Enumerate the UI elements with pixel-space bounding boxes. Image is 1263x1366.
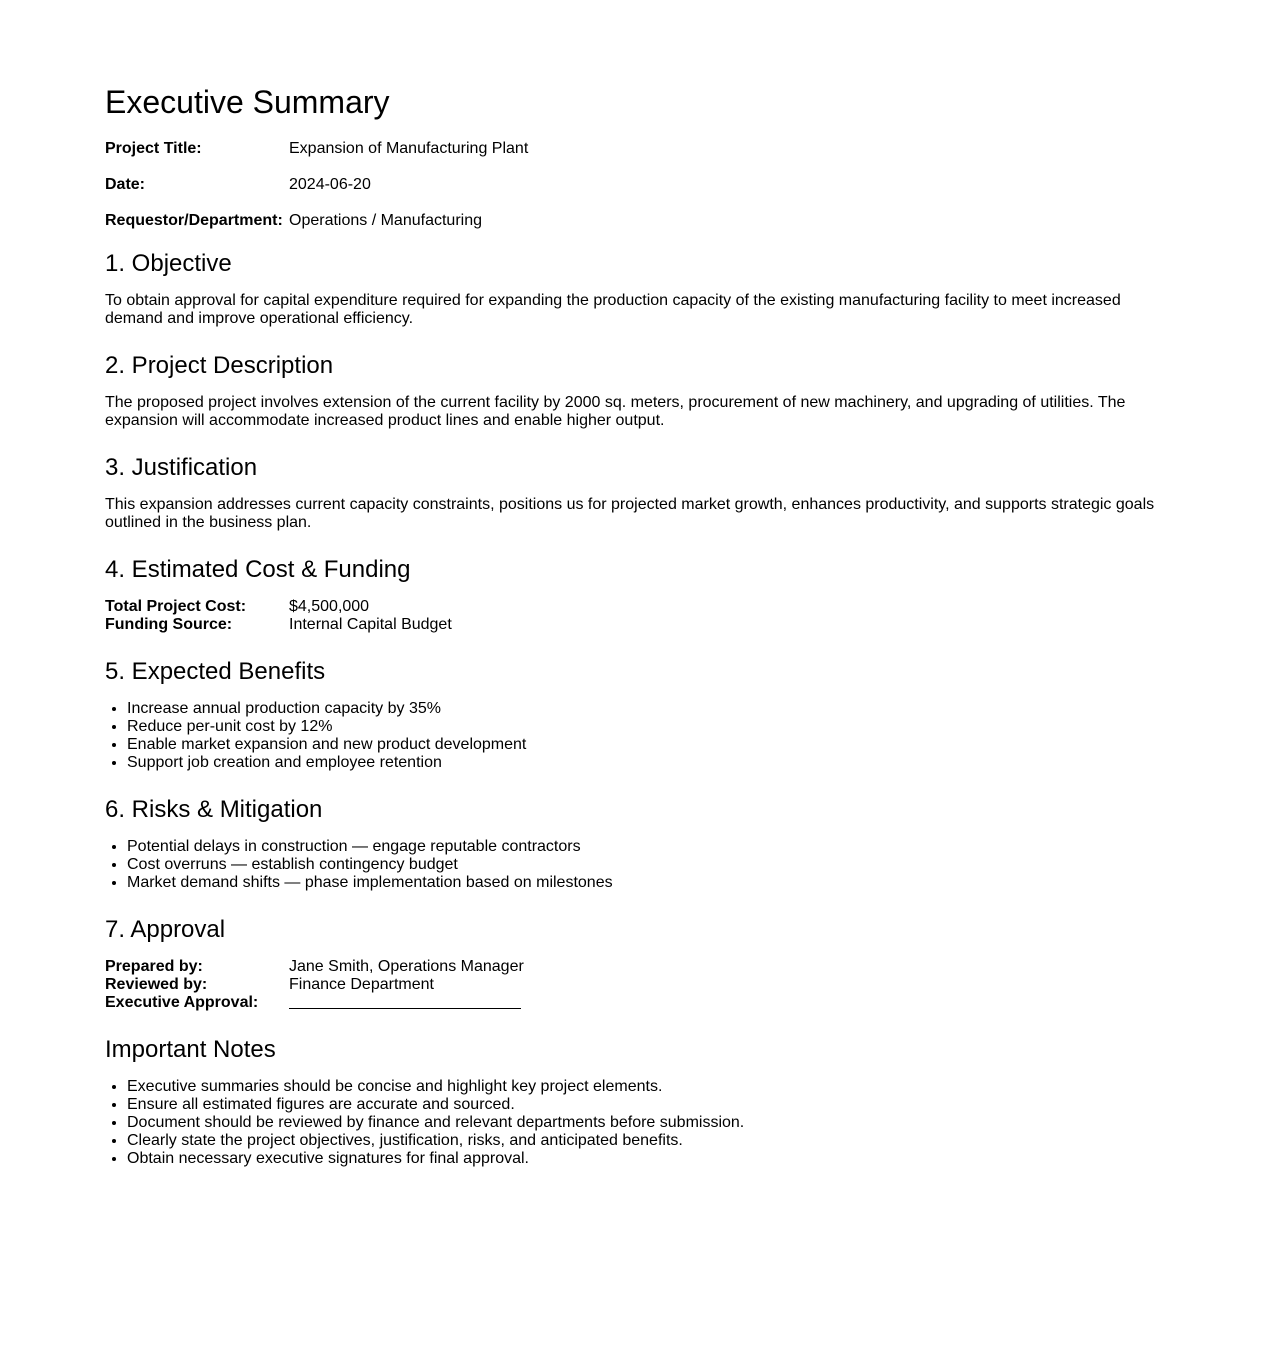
- section-description: [105, 352, 1158, 430]
- notes-list: [105, 1078, 1158, 1168]
- list-item: • Ensure all estimated figures are accurate and sourced.: [127, 1096, 1158, 1114]
- section-heading: 2. Project Description: [105, 352, 334, 379]
- list-item: • Executive summaries should be concise and highlight key project elements.: [127, 1078, 1158, 1096]
- list-item: • Increase annual production capacity by 35%: [127, 700, 1158, 718]
- signature-label: Executive Approval:: [105, 994, 259, 1011]
- list-item: • Potential delays in construction — engage reputable contractors: [127, 838, 1158, 856]
- signature-line[interactable]: [289, 994, 521, 1012]
- list-item: • Cost overruns — establish contingency budget: [127, 856, 1158, 874]
- meta-value: Operations / Manufacturing: [289, 212, 482, 229]
- benefits-list: [105, 700, 1158, 772]
- cost-row: [105, 616, 1158, 634]
- approval-label: Reviewed by:: [105, 976, 208, 993]
- signature-underline: [289, 994, 521, 1009]
- section-heading: 5. Expected Benefits: [105, 658, 326, 685]
- cost-label: Total Project Cost:: [105, 598, 247, 615]
- section-cost: [105, 556, 1158, 634]
- section-heading: 1. Objective: [105, 250, 232, 277]
- section-justification: [105, 454, 1158, 532]
- section-heading: 3. Justification: [105, 454, 258, 481]
- section-heading: 4. Estimated Cost & Funding: [105, 556, 411, 583]
- section-objective: [105, 250, 1158, 328]
- section-heading: 6. Risks & Mitigation: [105, 796, 323, 823]
- list-item: • Obtain necessary executive signatures for final approval.: [127, 1150, 1158, 1168]
- list-item: • Reduce per-unit cost by 12%: [127, 718, 1158, 736]
- meta-label: Project Title:: [105, 140, 202, 157]
- approval-row: [105, 994, 1158, 1012]
- approval-value: Jane Smith, Operations Manager: [289, 958, 524, 975]
- meta-row-date: [105, 176, 1158, 194]
- section-text: To obtain approval for capital expenditure required for expanding the production capacity of the existing manufacturing facility to meet increased demand and improve operational efficiency.: [105, 292, 1121, 327]
- meta-row-requestor: [105, 212, 1158, 230]
- approval-label: Prepared by:: [105, 958, 203, 975]
- list-item: • Market demand shifts — phase implementation based on milestones: [127, 874, 1158, 892]
- meta-row-project-title: [105, 140, 1158, 158]
- cost-table: [105, 598, 1158, 634]
- meta-table: [105, 140, 1158, 230]
- list-item: • Support job creation and employee retention: [127, 754, 1158, 772]
- cost-row: [105, 598, 1158, 616]
- section-notes: [105, 1036, 1158, 1168]
- meta-label: Requestor/Department:: [105, 212, 283, 229]
- approval-row: [105, 958, 1158, 976]
- cost-value: Internal Capital Budget: [289, 616, 452, 633]
- list-item: • Enable market expansion and new product development: [127, 736, 1158, 754]
- list-item: • Document should be reviewed by finance and relevant departments before submission.: [127, 1114, 1158, 1132]
- section-benefits: [105, 658, 1158, 772]
- approval-table: [105, 958, 1158, 1012]
- risks-list: [105, 838, 1158, 892]
- section-risks: [105, 796, 1158, 892]
- page-title: Executive Summary: [105, 84, 390, 120]
- approval-row: [105, 976, 1158, 994]
- approval-value: Finance Department: [289, 976, 434, 993]
- cost-value: $4,500,000: [289, 598, 370, 615]
- list-item: • Clearly state the project objectives, justification, risks, and anticipated benefits.: [127, 1132, 1158, 1150]
- section-text: This expansion addresses current capacity constraints, positions us for projected market growth, enhances productivity, and supports strategic goals outlined in the business plan.: [105, 496, 1155, 531]
- meta-value: 2024-06-20: [289, 176, 371, 193]
- section-approval: [105, 916, 1158, 1012]
- section-heading: 7. Approval: [105, 916, 226, 943]
- meta-label: Date:: [105, 176, 146, 193]
- meta-value: Expansion of Manufacturing Plant: [289, 140, 529, 157]
- cost-label: Funding Source:: [105, 616, 233, 633]
- section-text: The proposed project involves extension of the current facility by 2000 sq. meters, procurement of new machinery, and upgrading of utilities. The expansion will accommodate increased product lines and enable higher output.: [105, 394, 1126, 429]
- section-heading: Important Notes: [105, 1036, 276, 1063]
